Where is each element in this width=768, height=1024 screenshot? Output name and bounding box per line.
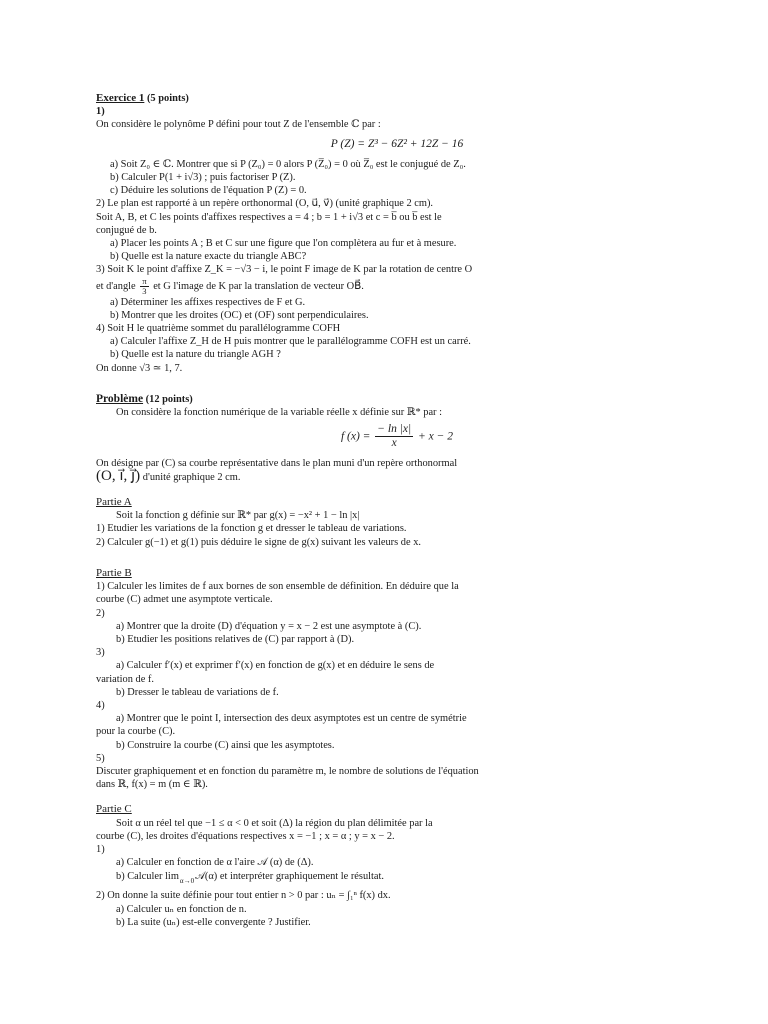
partC-q2: 2) On donne la suite définie pour tout entier n > 0 par : uₙ = ∫₁ⁿ f(x) dx. [96, 890, 391, 902]
partC-q2b: b) La suite (uₙ) est-elle convergente ? Justifier. [116, 916, 311, 928]
limit-interpretation: 𝒜(α) et interpréter graphiquement le résultat. [195, 871, 385, 883]
partB-q2: 2) [96, 607, 105, 619]
partC-intro-line2: courbe (C), les droites d'équations respectives x = −1 ; x = α ; y = x − 2. [96, 830, 395, 842]
problem-points: (12 points) [145, 393, 193, 405]
exercise-q2b: b) Quelle est la nature exacte du triangle ABC? [110, 251, 307, 263]
angle-fraction-numerator: π [142, 275, 147, 286]
partC-q2a: a) Calculer uₙ en fonction de n. [116, 903, 247, 915]
exercise-q1b: b) Calculer P(1 + i√3) ; puis factoriser P (Z). [110, 172, 296, 184]
partC-intro-line1: Soit α un réel tel que −1 ≤ α < 0 et soit (Δ) la région du plan délimitée par la [116, 817, 433, 829]
exercise-title: Exercice 1 [96, 92, 145, 104]
partA-intro: Soit la fonction g définie sur ℝ* par g(x) = −x² + 1 − ln |x| [116, 510, 360, 522]
function-fraction [375, 423, 413, 450]
exercise-q1a: a) Soit Z₀ ∈ ℂ. Montrer que si P (Z₀) = 0 alors P (Z̅₀) = 0 où Z̅₀ est le conjugué de Z₀. [110, 158, 466, 170]
partB-q3: 3) [96, 647, 105, 659]
frame-notation: (O, i⃗, j⃗) [96, 467, 141, 484]
partA-q1: 1) Etudier les variations de la fonction g et dresser le tableau de variations. [96, 523, 407, 535]
partB-q2a: a) Montrer que la droite (D) d'équation y = x − 2 est une asymptote à (C). [116, 620, 422, 632]
partB-q3a-line2: variation de f. [96, 673, 154, 685]
partB-q4b: b) Construire la courbe (C) ainsi que les asymptotes. [116, 739, 335, 751]
partA-title: Partie A [96, 496, 132, 509]
partA-q2: 2) Calculer g(−1) et g(1) puis déduire le signe de g(x) suivant les valeurs de x. [96, 536, 421, 548]
exercise-q3-line2 [96, 277, 698, 296]
exercise-q3-angle-text: et d'angle [96, 280, 136, 292]
exercise-note: On donne √3 ≃ 1, 7. [96, 362, 183, 374]
problem-title: Problème [96, 392, 144, 405]
exercise-points: (5 points) [146, 93, 189, 104]
angle-fraction-denominator: 3 [142, 285, 147, 296]
partC-q1: 1) [96, 843, 105, 855]
partB-q5-line2: dans ℝ, f(x) = m (m ∈ ℝ). [96, 779, 208, 791]
exercise-q3a: a) Déterminer les affixes respectives de F et G. [110, 296, 306, 308]
exercise-q2-line2: Soit A, B, et C les points d'affixes respectives a = 4 ; b = 1 + i√3 et c = b̅ ou b̅ est le [96, 211, 442, 223]
problem-curve-line1: On désigne par (C) sa courbe représentative dans le plan muni d'un repère orthonormal [96, 457, 458, 469]
problem-curve-line2 [96, 467, 698, 484]
partB-q1-line1: 1) Calculer les limites de f aux bornes de son ensemble de définition. En déduire que la [96, 581, 459, 593]
polynomial-formula: P (Z) = Z³ − 6Z² + 12Z − 16 [330, 137, 464, 150]
angle-fraction [140, 277, 148, 296]
exercise-q2-line3: conjugué de b. [96, 224, 157, 236]
function-fraction-numerator: − ln |x| [375, 423, 413, 437]
problem-curve-unit: d'unité graphique 2 cm. [142, 471, 241, 483]
exercise-heading [96, 92, 698, 105]
exercise-q3b: b) Montrer que les droites (OC) et (OF) sont perpendiculaires. [110, 309, 369, 321]
exercise-q2a: a) Placer les points A ; B et C sur une figure que l'on complètera au fur et à mesure. [110, 238, 457, 250]
partC-title: Partie C [96, 803, 132, 816]
partB-q2b: b) Etudier les positions relatives de (C) par rapport à (D). [116, 633, 355, 645]
limit-subscript: α→0 [179, 877, 195, 886]
partC-q1b [96, 869, 698, 889]
problem-intro: On considère la fonction numérique de la variable réelle x définie sur ℝ* par : [116, 407, 443, 419]
exercise-q3-translation-text: et G l'image de K par la translation de vecteur OB⃗. [153, 280, 364, 292]
partB-q4a-line2: pour la courbe (C). [96, 726, 176, 738]
limit-text: b) Calculer lim [116, 871, 179, 883]
partB-q3b: b) Dresser le tableau de variations de f. [116, 686, 279, 698]
exercise-q3-line1: 3) Soit K le point d'affixe Z_K = −√3 − i, le point F image de K par la rotation de centre O [96, 264, 473, 276]
exercise-q4a: a) Calculer l'affixe Z_H de H puis montrer que le parallélogramme COFH est un carré. [110, 336, 471, 348]
partB-title: Partie B [96, 566, 132, 579]
partB-q5: 5) [96, 752, 105, 764]
partB-q4a-line1: a) Montrer que le point I, intersection des deux asymptotes est un centre de symétrie [116, 713, 467, 725]
partB-q4: 4) [96, 699, 105, 711]
exercise-q4b: b) Quelle est la nature du triangle AGH ? [110, 349, 281, 361]
problem-heading [96, 393, 698, 406]
function-formula [96, 423, 698, 450]
function-rhs: + x − 2 [418, 430, 454, 443]
exercise-q4-line1: 4) Soit H le quatrième sommet du parallélogramme COFH [96, 323, 341, 335]
exercise-intro: On considère le polynôme P défini pour tout Z de l'ensemble ℂ par : [96, 119, 381, 131]
partB-q1-line2: courbe (C) admet une asymptote verticale. [96, 594, 273, 606]
partC-q1a: a) Calculer en fonction de α l'aire 𝒜 (α) de (Δ). [116, 857, 314, 869]
exercise-q1-number: 1) [96, 106, 105, 118]
exercise-q1c: c) Déduire les solutions de l'équation P (Z) = 0. [110, 185, 307, 197]
function-lhs: f (x) = [340, 430, 371, 443]
exercise-q2-line1: 2) Le plan est rapporté à un repère orthonormal (O, u⃗, v⃗) (unité graphique 2 cm). [96, 198, 434, 210]
function-fraction-denominator: x [391, 437, 397, 450]
partB-q3a-line1: a) Calculer f′(x) et exprimer f′(x) en fonction de g(x) et en déduire le sens de [116, 660, 435, 672]
partB-q5-line1: Discuter graphiquement et en fonction du paramètre m, le nombre de solutions de l'équation [96, 765, 479, 777]
